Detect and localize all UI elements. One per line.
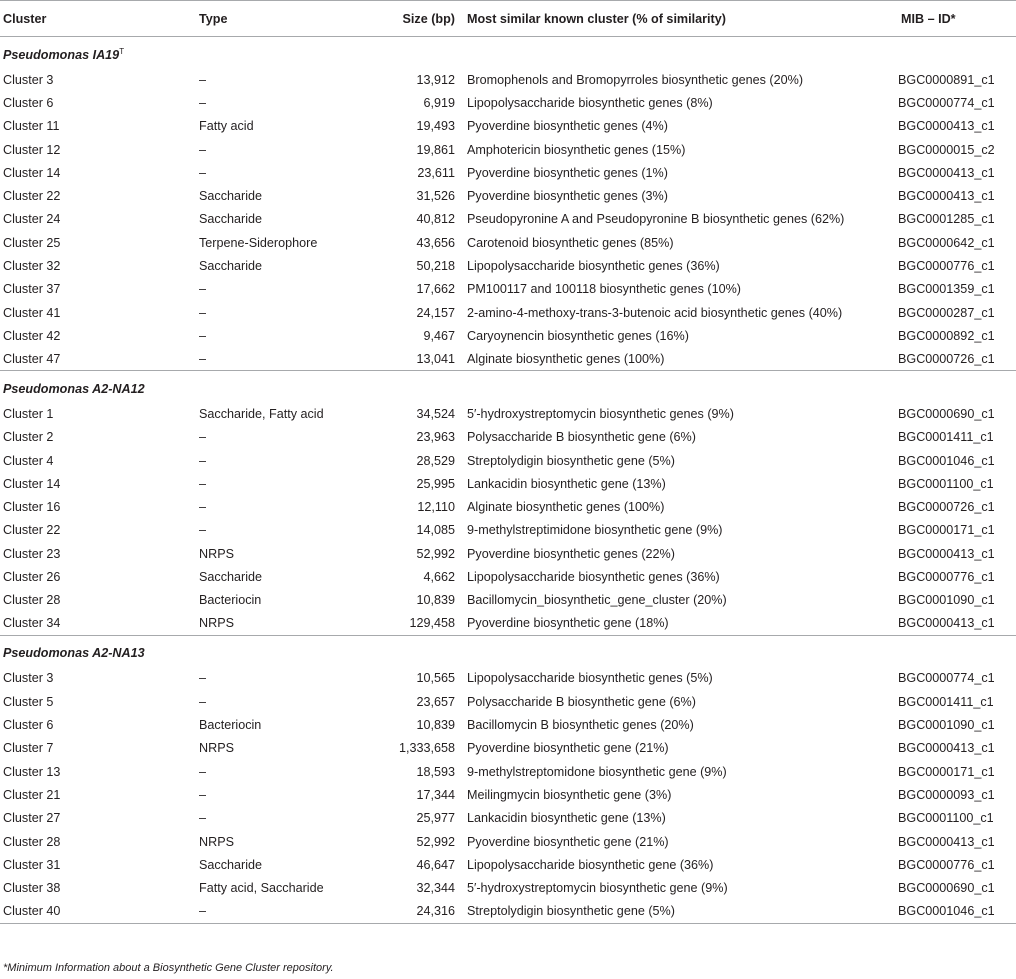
cell-size: 13,912 [416, 72, 455, 87]
cell-mib-id: BGC0000774_c1 [898, 671, 995, 686]
table-row [0, 565, 1016, 588]
cell-type: – [199, 453, 207, 468]
cell-mib-id: BGC0000892_c1 [898, 328, 995, 343]
cell-similar-cluster: Polysaccharide B biosynthetic gene (6%) [467, 694, 696, 709]
cell-type: Saccharide [199, 212, 263, 227]
cell-similar-cluster: Streptolydigin biosynthetic gene (5%) [467, 453, 675, 468]
cell-mib-id: BGC0000891_c1 [898, 72, 995, 87]
table-row [0, 208, 1016, 231]
cell-type: – [199, 787, 207, 802]
cell-similar-cluster: Pyoverdine biosynthetic gene (18%) [467, 616, 669, 631]
cell-cluster: Cluster 32 [3, 259, 61, 274]
cell-type: Terpene-Siderophore [199, 235, 318, 250]
table-row [0, 68, 1016, 91]
cell-cluster: Cluster 25 [3, 235, 61, 250]
cell-size: 24,157 [416, 305, 455, 320]
cell-size: 9,467 [423, 328, 455, 343]
cell-type: – [199, 351, 207, 366]
cell-similar-cluster: 5′-hydroxystreptomycin biosynthetic genes (9%) [467, 407, 734, 421]
cell-cluster: Cluster 42 [3, 328, 61, 343]
table-row [0, 667, 1016, 690]
cell-cluster: Cluster 6 [3, 95, 54, 110]
cell-type: Saccharide [199, 857, 263, 872]
cell-type: – [199, 165, 207, 180]
cell-size: 31,526 [416, 189, 455, 204]
cell-cluster: Cluster 38 [3, 881, 61, 896]
cell-mib-id: BGC0000171_c1 [898, 523, 995, 538]
table-row [0, 612, 1016, 635]
cell-mib-id: BGC0000413_c1 [898, 741, 995, 756]
cell-type: – [199, 694, 207, 709]
cell-size: 4,662 [423, 570, 455, 585]
cell-mib-id: BGC0001411_c1 [898, 694, 994, 709]
cell-size: 23,611 [417, 165, 455, 180]
cell-size: 17,344 [416, 787, 455, 802]
table-row [0, 713, 1016, 736]
table-row [0, 690, 1016, 713]
table-row [0, 900, 1016, 923]
cell-cluster: Cluster 12 [3, 142, 61, 157]
cell-similar-cluster: Bromophenols and Bromopyrroles biosynthetic genes (20%) [467, 72, 804, 87]
cell-cluster: Cluster 14 [3, 165, 61, 180]
table-row [0, 519, 1016, 542]
cell-cluster: Cluster 1 [3, 407, 54, 421]
header-size: Size (bp) [338, 1, 464, 37]
cell-size: 10,565 [416, 671, 455, 686]
cell-mib-id: BGC0000690_c1 [898, 407, 995, 421]
cell-size: 23,963 [416, 430, 455, 445]
table-row [0, 737, 1016, 760]
cell-cluster: Cluster 28 [3, 834, 61, 849]
cell-type: Saccharide, Fatty acid [199, 407, 324, 421]
cell-type: – [199, 671, 207, 686]
cell-cluster: Cluster 21 [3, 787, 61, 802]
group-title-text: Pseudomonas A2-NA12 [3, 381, 145, 396]
cell-similar-cluster: Lipopolysaccharide biosynthetic gene (36%) [467, 857, 714, 872]
header-row [0, 1, 1016, 37]
cell-size: 46,647 [416, 857, 455, 872]
table-row [0, 138, 1016, 161]
cell-cluster: Cluster 4 [3, 453, 54, 468]
cell-mib-id: BGC0000413_c1 [898, 616, 995, 631]
cell-cluster: Cluster 26 [3, 570, 61, 585]
cell-type: – [199, 305, 207, 320]
cell-size: 1,333,658 [398, 741, 455, 756]
table-row [0, 348, 1016, 371]
cell-size: 19,493 [416, 119, 455, 134]
cell-mib-id: BGC0000287_c1 [898, 305, 995, 320]
cell-cluster: Cluster 23 [3, 546, 61, 561]
table-row [0, 589, 1016, 612]
cell-cluster: Cluster 37 [3, 282, 61, 297]
cell-similar-cluster: Lankacidin biosynthetic gene (13%) [467, 476, 666, 491]
cell-mib-id: BGC0000413_c1 [898, 165, 995, 180]
cell-similar-cluster: Polysaccharide B biosynthetic gene (6%) [467, 430, 696, 445]
cell-size: 50,218 [416, 259, 455, 274]
table-row [0, 472, 1016, 495]
cell-similar-cluster: Pseudopyronine A and Pseudopyronine B biosynthetic genes (62%) [467, 212, 845, 227]
table-row [0, 402, 1016, 425]
cell-size: 52,992 [416, 834, 455, 849]
table-row [0, 426, 1016, 449]
cell-cluster: Cluster 13 [3, 764, 61, 779]
cell-mib-id: BGC0000726_c1 [898, 500, 995, 515]
cell-similar-cluster: Pyoverdine biosynthetic genes (1%) [467, 165, 668, 180]
cell-cluster: Cluster 6 [3, 718, 54, 733]
cell-size: 32,344 [416, 881, 455, 896]
table-row [0, 760, 1016, 783]
cell-mib-id: BGC0000726_c1 [898, 351, 995, 366]
group-header-row [0, 371, 1016, 403]
cell-mib-id: BGC0000413_c1 [898, 189, 995, 204]
table-row [0, 91, 1016, 114]
cell-size: 34,524 [416, 407, 455, 421]
cell-type: – [199, 95, 207, 110]
table-row [0, 184, 1016, 207]
cell-mib-id: BGC0000776_c1 [898, 570, 995, 585]
cell-size: 43,656 [416, 235, 455, 250]
cell-type: NRPS [199, 616, 234, 631]
cell-type: – [199, 430, 207, 445]
group-title [0, 37, 1016, 69]
cell-cluster: Cluster 22 [3, 189, 61, 204]
cell-mib-id: BGC0000774_c1 [898, 95, 995, 110]
cell-size: 23,657 [416, 694, 455, 709]
table-row [0, 161, 1016, 184]
cell-mib-id: BGC0001046_c1 [898, 453, 995, 468]
cell-size: 18,593 [416, 764, 455, 779]
cell-type: Bacteriocin [199, 593, 262, 608]
cell-mib-id: BGC0000642_c1 [898, 235, 995, 250]
cell-type: NRPS [199, 741, 234, 756]
header-mib-id: MIB – ID* [898, 1, 1016, 37]
header-type: Type [196, 1, 338, 37]
cell-similar-cluster: Lipopolysaccharide biosynthetic genes (36%) [467, 570, 720, 585]
cell-type: Saccharide [199, 570, 263, 585]
cell-cluster: Cluster 24 [3, 212, 61, 227]
table-row [0, 807, 1016, 830]
header-cluster: Cluster [0, 1, 196, 37]
cell-size: 40,812 [416, 212, 455, 227]
cell-similar-cluster: Pyoverdine biosynthetic gene (21%) [467, 741, 669, 756]
cell-mib-id: BGC0001046_c1 [898, 900, 1016, 923]
cell-similar-cluster: Meilingmycin biosynthetic gene (3%) [467, 787, 672, 802]
cell-size: 10,839 [416, 718, 455, 733]
cell-size: 24,316 [338, 900, 464, 923]
cell-mib-id: BGC0000413_c1 [898, 834, 995, 849]
cell-type: – [199, 282, 207, 297]
group-title [0, 371, 1016, 403]
cell-size: 52,992 [416, 546, 455, 561]
cell-mib-id: BGC0001411_c1 [898, 430, 994, 445]
cell-type: Fatty acid, Saccharide [199, 881, 324, 896]
cell-similar-cluster: Lipopolysaccharide biosynthetic genes (36%) [467, 259, 720, 274]
cell-type: Fatty acid [199, 119, 254, 134]
table-row [0, 324, 1016, 347]
cell-similar-cluster: Pyoverdine biosynthetic genes (22%) [467, 546, 675, 561]
cell-cluster: Cluster 14 [3, 476, 61, 491]
cell-size: 12,110 [417, 500, 455, 515]
cell-cluster: Cluster 27 [3, 811, 61, 826]
cell-cluster: Cluster 7 [3, 741, 54, 756]
cell-mib-id: BGC0001090_c1 [898, 593, 995, 608]
cell-type: Saccharide [199, 259, 263, 274]
group-header-row [0, 37, 1016, 69]
cell-similar-cluster: 9-methylstreptomidone biosynthetic gene (9%) [467, 764, 727, 779]
table-row [0, 783, 1016, 806]
table-row [0, 542, 1016, 565]
group-title-text: Pseudomonas IA19 [3, 47, 120, 62]
cell-type: NRPS [199, 546, 234, 561]
cell-cluster: Cluster 11 [3, 119, 60, 134]
cell-cluster: Cluster 3 [3, 671, 54, 686]
table-row [0, 449, 1016, 472]
cell-similar-cluster: Lankacidin biosynthetic gene (13%) [467, 811, 666, 826]
cell-similar-cluster: 9-methylstreptimidone biosynthetic gene (9%) [467, 523, 723, 538]
table-footnote: *Minimum Information about a Biosynthetic Gene Cluster repository. [3, 962, 334, 974]
cell-size: 14,085 [416, 523, 455, 538]
group-title-text: Pseudomonas A2-NA13 [3, 646, 145, 661]
cell-type: – [199, 764, 207, 779]
cell-size: 129,458 [409, 616, 455, 631]
cell-cluster: Cluster 3 [3, 72, 54, 87]
cell-mib-id: BGC0001359_c1 [898, 282, 995, 297]
cell-similar-cluster: Caryoynencin biosynthetic genes (16%) [467, 328, 689, 343]
cell-mib-id: BGC0000015_c2 [898, 142, 995, 157]
cell-similar-cluster: Carotenoid biosynthetic genes (85%) [467, 235, 674, 250]
cell-cluster: Cluster 34 [3, 616, 61, 631]
table-row [0, 115, 1016, 138]
cell-mib-id: BGC0000413_c1 [898, 119, 995, 134]
cell-type: NRPS [199, 834, 234, 849]
cell-similar-cluster: Alginate biosynthetic genes (100%) [467, 500, 665, 515]
cell-mib-id: BGC0001285_c1 [898, 212, 995, 227]
cell-size: 19,861 [416, 142, 455, 157]
cell-type: – [199, 523, 207, 538]
cell-size: 25,977 [416, 811, 455, 826]
table-body [0, 37, 1016, 924]
header-similar-cluster: Most similar known cluster (% of similarity) [464, 1, 898, 37]
cell-similar-cluster: Amphotericin biosynthetic genes (15%) [467, 142, 686, 157]
cell-cluster: Cluster 5 [3, 694, 54, 709]
cell-mib-id: BGC0000776_c1 [898, 259, 995, 274]
cell-cluster: Cluster 40 [0, 900, 196, 923]
cell-similar-cluster: Lipopolysaccharide biosynthetic genes (8%) [467, 95, 713, 110]
cell-mib-id: BGC0001100_c1 [898, 811, 994, 826]
table-row [0, 301, 1016, 324]
cell-mib-id: BGC0000171_c1 [898, 764, 995, 779]
cell-type: – [199, 142, 207, 157]
cell-cluster: Cluster 28 [3, 593, 61, 608]
cell-mib-id: BGC0000413_c1 [898, 546, 995, 561]
cell-type: – [199, 328, 207, 343]
cell-mib-id: BGC0001090_c1 [898, 718, 995, 733]
cell-similar-cluster: 2-amino-4-methoxy-trans-3-butenoic acid biosynthetic genes (40%) [467, 305, 843, 320]
cell-similar-cluster: Pyoverdine biosynthetic gene (21%) [467, 834, 669, 849]
cell-type: – [199, 72, 207, 87]
cell-cluster: Cluster 22 [3, 523, 61, 538]
cell-size: 17,662 [416, 282, 455, 297]
cell-cluster: Cluster 31 [3, 857, 61, 872]
cell-similar-cluster: Alginate biosynthetic genes (100%) [467, 351, 665, 366]
cell-size: 10,839 [416, 593, 455, 608]
group-title [0, 635, 1016, 667]
cell-size: 13,041 [416, 351, 455, 366]
cell-similar-cluster: Bacillomycin_biosynthetic_gene_cluster (20%) [467, 593, 727, 608]
table-row [0, 496, 1016, 519]
cell-mib-id: BGC0000776_c1 [898, 857, 995, 872]
table-row [0, 877, 1016, 900]
table-row [0, 853, 1016, 876]
cell-similar-cluster: Pyoverdine biosynthetic genes (4%) [467, 119, 668, 134]
group-header-row [0, 635, 1016, 667]
cell-type: – [196, 900, 338, 923]
cell-size: 28,529 [416, 453, 455, 468]
cell-similar-cluster: 5′-hydroxystreptomycin biosynthetic gene (9%) [467, 881, 728, 896]
type-strain-superscript: T [119, 46, 125, 56]
cell-type: – [199, 500, 207, 515]
cell-similar-cluster: Lipopolysaccharide biosynthetic genes (5%) [467, 671, 713, 686]
cell-mib-id: BGC0000690_c1 [898, 881, 995, 896]
cell-type: – [199, 476, 207, 491]
table-row [0, 278, 1016, 301]
cell-cluster: Cluster 47 [3, 351, 61, 366]
cell-similar-cluster: Bacillomycin B biosynthetic genes (20%) [467, 718, 694, 733]
cell-cluster: Cluster 2 [3, 430, 54, 445]
table-row [0, 830, 1016, 853]
cell-mib-id: BGC0001100_c1 [898, 476, 994, 491]
cell-size: 25,995 [416, 476, 455, 491]
cell-cluster: Cluster 16 [3, 500, 61, 515]
cell-type: Bacteriocin [199, 718, 262, 733]
cell-size: 6,919 [423, 95, 455, 110]
cell-mib-id: BGC0000093_c1 [898, 787, 995, 802]
cell-type: Saccharide [199, 189, 263, 204]
table-row [0, 231, 1016, 254]
cell-similar-cluster: Streptolydigin biosynthetic gene (5%) [464, 900, 898, 923]
cell-type: – [199, 811, 207, 826]
cell-cluster: Cluster 41 [3, 305, 61, 320]
cell-similar-cluster: PM100117 and 100118 biosynthetic genes (10%) [467, 282, 741, 297]
table-row [0, 254, 1016, 277]
cell-similar-cluster: Pyoverdine biosynthetic genes (3%) [467, 189, 668, 204]
